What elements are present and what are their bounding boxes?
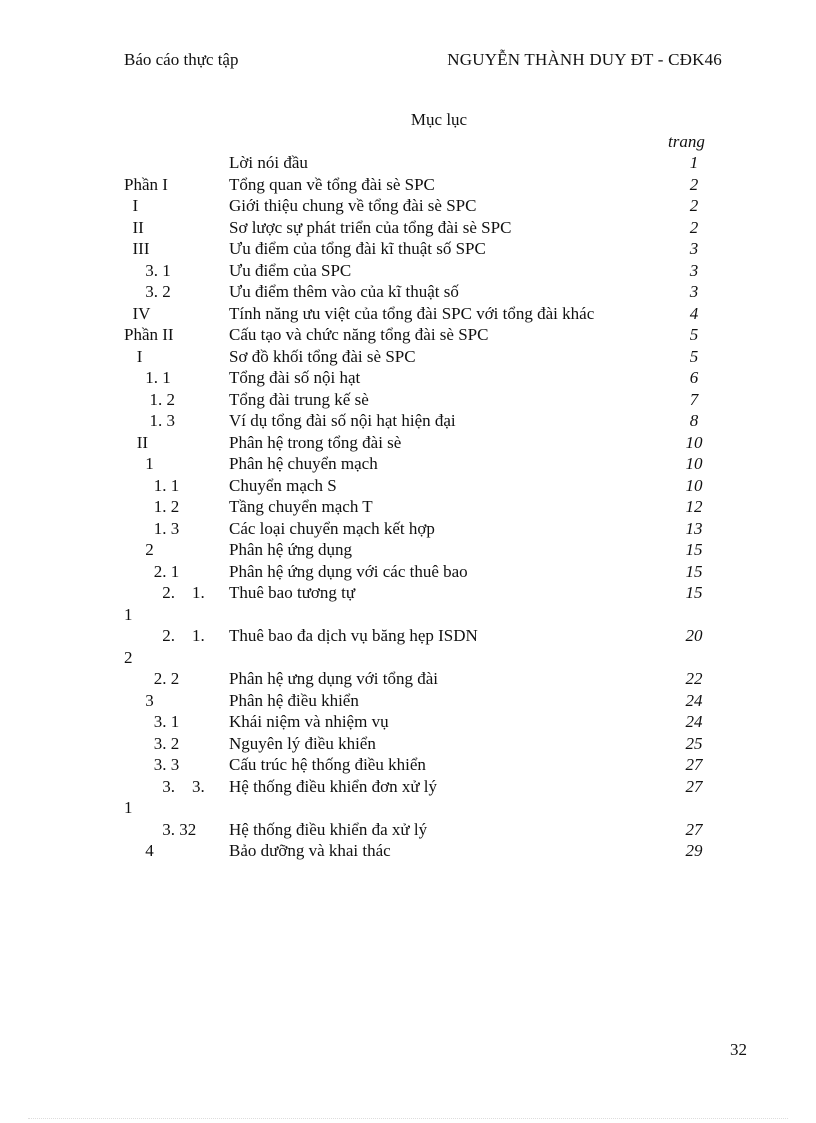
toc-entry (0, 518, 816, 540)
header-left: Báo cáo thực tập (124, 50, 239, 69)
toc-entry (0, 647, 816, 669)
toc-entry (0, 561, 816, 583)
toc-entry-title: Nguyên lý điều khiển (229, 733, 376, 753)
toc-entry-page: 27 (685, 755, 703, 774)
footer-divider (28, 1118, 788, 1119)
toc-entry-page: 24 (685, 690, 703, 710)
toc-entry (0, 410, 816, 432)
toc-entry-number: III (124, 239, 150, 258)
toc-entry (0, 453, 816, 475)
toc-title: Mục lục (410, 110, 468, 129)
toc-entry-number: Phần II (124, 325, 174, 344)
toc-entry-title: Ví dụ tổng đài số nội hạt hiện đại (229, 411, 456, 430)
toc-entry-number: 3. 1 (124, 712, 180, 731)
toc-entry-number: I (124, 196, 139, 215)
toc-entry-title: Lời nói đầu (229, 153, 308, 172)
toc-entry (0, 346, 816, 368)
toc-entry-page: 7 (689, 389, 699, 409)
toc-entry (0, 668, 816, 690)
toc-entry-title: Tổng đài số nội hạt (229, 368, 361, 387)
toc-entry (0, 152, 816, 174)
toc-entry-page: 3 (689, 260, 699, 280)
toc-entry-number: Phần I (124, 174, 168, 194)
toc-entry-number: 1. 3 (124, 411, 175, 430)
toc-entry-number: 3. 3 (124, 755, 180, 774)
toc-entry-page: 29 (685, 841, 703, 860)
toc-entry-title: Cấu tạo và chức năng tổng đài sè SPC (229, 325, 489, 344)
toc-entry-page: 25 (685, 733, 703, 753)
toc-entry-number: I (124, 346, 143, 366)
toc-entry-title: Phân hệ điều khiển (229, 690, 359, 710)
toc-entry-number: 3. 32 (124, 819, 197, 839)
toc-entry-page: 5 (689, 346, 699, 366)
header-right: NGUYỄN THÀNH DUY ĐT - CĐK46 (447, 50, 722, 69)
toc-entry-title: Hệ thống điều khiển đa xử lý (229, 819, 428, 839)
toc-entry-number: 1. 2 (124, 497, 180, 516)
toc-entry-number: 2. 1. (124, 626, 205, 645)
toc-entry (0, 797, 816, 819)
toc-entry-number: 2 (124, 647, 133, 667)
toc-entry-page: 24 (685, 712, 703, 731)
toc-entry-page: 15 (685, 561, 703, 581)
toc-entry (0, 582, 816, 604)
toc-entry-title: Hệ thống điều khiển đơn xử lý (229, 776, 438, 796)
toc-entry-title: Thuê bao đa dịch vụ băng hẹp ISDN (229, 626, 478, 645)
toc-entry-number: 1. 1 (124, 475, 180, 495)
toc-entry-title: Cấu trúc hệ thống điều khiển (229, 755, 426, 774)
toc-entry-page: 8 (689, 411, 699, 430)
toc-entry-number: 3. 3. (124, 776, 205, 796)
toc-entry-page: 2 (689, 174, 699, 194)
toc-entry-page: 4 (689, 303, 699, 323)
toc-entry-page: 10 (685, 432, 703, 452)
toc-entry (0, 217, 816, 239)
toc-entry-page: 20 (685, 626, 703, 645)
toc-entry (0, 776, 816, 798)
toc-entry-page: 13 (685, 518, 703, 538)
toc-entry (0, 625, 816, 647)
toc-entry-number: 1. 1 (124, 368, 171, 387)
toc-entry-page: 15 (685, 583, 703, 602)
toc-entry-title: Tính năng ưu việt của tổng đài SPC với tổng đài khác (229, 303, 595, 323)
toc-entry (0, 733, 816, 755)
toc-entry (0, 432, 816, 454)
toc-entry-number: II (124, 217, 144, 237)
toc-entry (0, 324, 816, 346)
toc-entry-number: 2. 1 (124, 561, 180, 581)
toc-entry-title: Chuyển mạch S (229, 475, 337, 495)
toc-entry (0, 819, 816, 841)
toc-entry (0, 260, 816, 282)
toc-entry-title: Khái niệm và nhiệm vụ (229, 712, 389, 731)
toc-entry-title: Tổng quan về tổng đài sè SPC (229, 174, 435, 194)
toc-entry-title: Phân hệ ứng dụng (229, 540, 353, 559)
toc-entry-title: Bảo dưỡng và khai thác (229, 841, 391, 860)
toc-entry-page: 3 (689, 282, 699, 301)
toc-entry-number: 1 (124, 798, 133, 817)
toc-entry-number: 1. 2 (124, 389, 175, 409)
toc-entry-page: 10 (685, 475, 703, 495)
toc-entry-page: 6 (689, 368, 699, 387)
toc-entry-title: Phân hệ trong tổng đài sè (229, 432, 402, 452)
toc-entry (0, 539, 816, 561)
page-number: 32 (730, 1040, 747, 1059)
toc-entry-page: 27 (685, 819, 703, 839)
toc-entry-number: 2 (124, 540, 154, 559)
toc-entry (0, 174, 816, 196)
toc-entry (0, 711, 816, 733)
toc-entry-page: 22 (685, 669, 703, 688)
toc-entry-title: Sơ lược sự phát triển của tổng đài sè SPC (229, 217, 512, 237)
toc-entry-number: 1 (124, 454, 154, 473)
toc-entry-number: 3. 2 (124, 282, 171, 301)
toc-entry (0, 840, 816, 862)
toc-entry-title: Ưu điểm thêm vào của kĩ thuật số (229, 282, 459, 301)
toc-entry (0, 496, 816, 518)
toc-entry-title: Phân hệ chuyển mạch (229, 454, 378, 473)
toc-entry-page: 2 (689, 196, 699, 215)
toc-entry-page: 3 (689, 239, 699, 258)
toc-page-label: trang (668, 132, 705, 151)
toc-entry-page: 27 (685, 776, 703, 796)
toc-entry-title: Sơ đồ khối tổng đài sè SPC (229, 346, 416, 366)
toc-entry-title: Tổng đài trung kế sè (229, 389, 369, 409)
toc-entry-page: 12 (685, 497, 703, 516)
toc-entry-number: 2. 2 (124, 669, 180, 688)
toc-entry-title: Giới thiệu chung về tổng đài sè SPC (229, 196, 477, 215)
toc-entry-number: 1 (124, 604, 133, 624)
toc-entry-title: Phân hệ ưng dụng với tổng đài (229, 669, 438, 688)
toc-entry (0, 475, 816, 497)
toc-entry (0, 303, 816, 325)
toc-entry (0, 367, 816, 389)
toc-entry (0, 690, 816, 712)
toc-entry-number: 2. 1. (124, 583, 205, 602)
toc-entry-page: 10 (685, 454, 703, 473)
toc-entry-title: Phân hệ ứng dụng với các thuê bao (229, 561, 468, 581)
toc-entry (0, 195, 816, 217)
toc-entry (0, 604, 816, 626)
toc-entry-number: 3 (124, 690, 154, 710)
toc-entry (0, 281, 816, 303)
toc-entry-number: II (124, 432, 149, 452)
toc-entry-page: 15 (685, 540, 703, 559)
toc-entry-title: Tầng chuyển mạch T (229, 497, 373, 516)
table-of-contents (0, 152, 816, 862)
toc-entry-title: Ưu điểm của SPC (229, 260, 352, 280)
toc-entry-number: 4 (124, 841, 154, 860)
toc-entry (0, 389, 816, 411)
toc-entry-number: IV (124, 303, 151, 323)
toc-entry-page: 5 (689, 325, 699, 344)
toc-entry-title: Thuê bao tương tự (229, 583, 356, 602)
toc-entry (0, 238, 816, 260)
toc-entry (0, 754, 816, 776)
toc-entry-number: 1. 3 (124, 518, 180, 538)
toc-entry-number: 3. 2 (124, 733, 180, 753)
toc-entry-title: Các loại chuyển mạch kết hợp (229, 518, 435, 538)
toc-entry-page: 2 (689, 217, 699, 237)
toc-entry-number: 3. 1 (124, 260, 171, 280)
toc-entry-page: 1 (689, 153, 699, 172)
toc-entry-title: Ưu điểm của tổng đài kĩ thuật số SPC (229, 239, 486, 258)
